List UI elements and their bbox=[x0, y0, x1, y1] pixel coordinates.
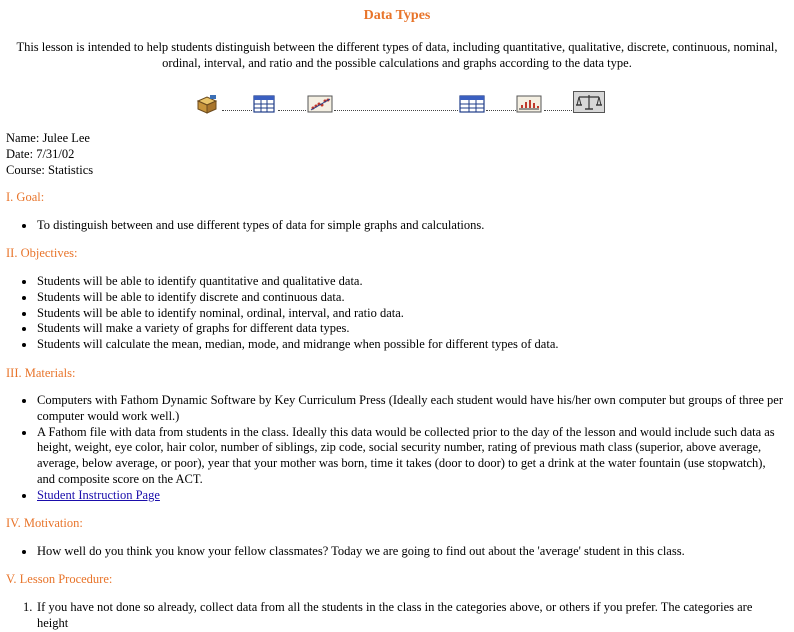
student-instruction-link[interactable]: Student Instruction Page bbox=[37, 487, 160, 502]
dot-plot-icon[interactable] bbox=[516, 93, 542, 115]
scatter-plot-icon[interactable] bbox=[307, 93, 333, 115]
list-item: Students will be able to identify nominal, ordinal, interval, and ratio data. bbox=[37, 306, 784, 322]
list-item: Students will be able to identify discrete and continuous data. bbox=[37, 290, 784, 306]
list-item bbox=[37, 488, 784, 504]
list-item: How well do you think you know your fellow classmates? Today we are going to find out about the 'average' student in this class. bbox=[37, 544, 784, 560]
list-item bbox=[23, 600, 784, 632]
objectives-list bbox=[37, 274, 784, 353]
list-item: To distinguish between and use different types of data for simple graphs and calculations. bbox=[37, 218, 784, 234]
course-name: Course: Statistics bbox=[6, 163, 94, 177]
lesson-info bbox=[6, 130, 93, 178]
author-name: Name: Julee Lee bbox=[6, 131, 90, 145]
spreadsheet-icon[interactable] bbox=[251, 93, 277, 115]
list-item: Students will be able to identify quantitative and qualitative data. bbox=[37, 274, 784, 290]
procedure-list bbox=[23, 600, 784, 632]
dotted-separator bbox=[334, 109, 458, 111]
motivation-list bbox=[37, 544, 784, 560]
dotted-separator bbox=[544, 109, 574, 111]
list-item: A Fathom file with data from students in the class. Ideally this data would be collected prior to the day of the lesson and would include such data as height, weight, eye color, hair color, number of siblings, zip code, social security number, rating of previous math class (superior, above average, average, below average, or poor), year that your mother was born, time it takes (door to door) to get a drink at the water fountain (use stopwatch), and composite score on the ACT. bbox=[37, 425, 784, 488]
procedure-heading: V. Lesson Procedure: bbox=[6, 572, 113, 586]
materials-heading: III. Materials: bbox=[6, 366, 76, 380]
intro-paragraph: This lesson is intended to help students distinguish between the different types of data, including quantitative, qualitative, discrete, continuous, nominal, ordinal, interval, and ratio and the possible calculations and graphs according to the data type. bbox=[16, 40, 778, 70]
objectives-heading: II. Objectives: bbox=[6, 246, 78, 260]
dotted-separator bbox=[486, 109, 516, 111]
goal-list bbox=[37, 218, 784, 234]
materials-list bbox=[37, 393, 784, 504]
step-text: If you have not done so already, collect data from all the students in the class in the categories above, or others if you prefer. The categories are height bbox=[37, 600, 753, 630]
motivation-heading: IV. Motivation: bbox=[6, 516, 83, 530]
dotted-separator bbox=[278, 109, 306, 111]
list-item: Students will calculate the mean, median, mode, and midrange when possible for different types of data. bbox=[37, 337, 784, 353]
goal-heading: I. Goal: bbox=[6, 190, 45, 204]
box-icon[interactable] bbox=[194, 93, 220, 115]
list-item: Computers with Fathom Dynamic Software by Key Curriculum Press (Ideally each student would have his/her own computer but groups of three per computer would work well.) bbox=[37, 393, 784, 423]
dotted-separator bbox=[222, 109, 252, 111]
list-item: Students will make a variety of graphs for different data types. bbox=[37, 321, 784, 337]
lesson-date: Date: 7/31/02 bbox=[6, 147, 75, 161]
page-title: Data Types bbox=[363, 8, 431, 23]
balance-scale-icon[interactable] bbox=[573, 91, 605, 113]
icon-toolbar bbox=[0, 91, 794, 117]
table-icon[interactable] bbox=[459, 93, 485, 115]
step-number: 1. bbox=[23, 600, 33, 614]
